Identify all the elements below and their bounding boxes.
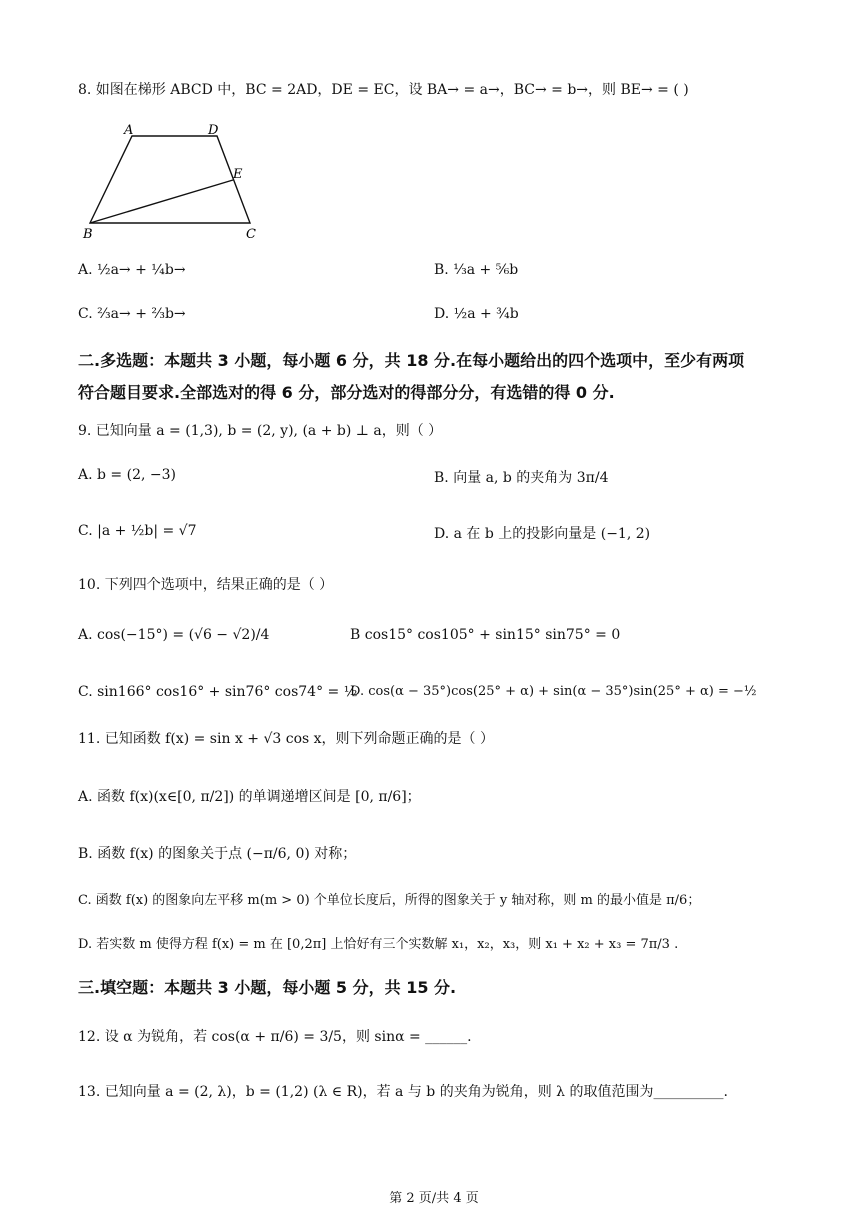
q13-stem: 13. 已知向量 a = (2, λ)，b = (1,2) (λ ∈ R)，若 a 与 b 的夹角为锐角，则 λ 的取值范围为__________. bbox=[78, 1084, 728, 1100]
label-a: A bbox=[124, 123, 134, 138]
trapezoid-abcd bbox=[90, 136, 250, 223]
q12-stem: 12. 设 α 为锐角，若 cos(α + π/6) = 3/5，则 sinα = ______. bbox=[78, 1029, 472, 1045]
q8-option-d[interactable]: D. ½a + ¾b bbox=[434, 306, 519, 322]
q8-stem: 8. 如图在梯形 ABCD 中，BC = 2AD，DE = EC，设 BA→ = a→，BC→ = b→，则 BE→ = ( ) bbox=[78, 82, 689, 98]
q10-option-b[interactable]: B cos15° cos105° + sin15° sin75° = 0 bbox=[350, 627, 621, 643]
q9-stem: 9. 已知向量 a = (1,3), b = (2, y), (a + b) ⊥ a，则（ ） bbox=[78, 423, 443, 439]
section2-heading-line2: 符合题目要求.全部选对的得 6 分，部分选对的得部分分，有选错的得 0 分. bbox=[78, 383, 615, 402]
q11-option-c[interactable]: C. 函数 f(x) 的图象向左平移 m(m > 0) 个单位长度后，所得的图象关于 y 轴对称，则 m 的最小值是 π/6； bbox=[78, 893, 701, 908]
q8-option-c[interactable]: C. ⅔a→ + ⅔b→ bbox=[78, 306, 186, 322]
q11-option-d[interactable]: D. 若实数 m 使得方程 f(x) = m 在 [0,2π] 上恰好有三个实数解 x₁，x₂，x₃，则 x₁ + x₂ + x₃ = 7π/3 . bbox=[78, 937, 679, 952]
q9-option-b[interactable]: B. 向量 a, b 的夹角为 3π/4 bbox=[434, 470, 609, 486]
q11-stem: 11. 已知函数 f(x) = sin x + √3 cos x，则下列命题正确的是（ ） bbox=[78, 731, 494, 747]
q10-option-a[interactable]: A. cos(−15°) = (√6 − √2)/4 bbox=[78, 627, 270, 643]
section2-heading-line1: 二.多选题：本题共 3 小题，每小题 6 分，共 18 分.在每小题给出的四个选项中，至少有两项 bbox=[78, 351, 745, 370]
q9-option-d[interactable]: D. a 在 b 上的投影向量是 (−1, 2) bbox=[434, 526, 651, 542]
segment-be bbox=[90, 180, 233, 223]
q9-option-c[interactable]: C. |a + ½b| = √7 bbox=[78, 523, 197, 539]
q10-option-c[interactable]: C. sin166° cos16° + sin76° cos74° = ½ bbox=[78, 684, 358, 700]
q11-option-b[interactable]: B. 函数 f(x) 的图象关于点 (−π/6, 0) 对称； bbox=[78, 846, 357, 862]
page-footer: 第 2 页/共 4 页 bbox=[389, 1191, 479, 1206]
label-d: D bbox=[208, 123, 219, 138]
q8-option-b[interactable]: B. ⅓a + ⅚b bbox=[434, 262, 519, 278]
label-e: E bbox=[233, 167, 243, 182]
q9-option-a[interactable]: A. b = (2, −3) bbox=[78, 467, 176, 483]
q8-option-a[interactable]: A. ½a→ + ¼b→ bbox=[78, 262, 186, 278]
q10-option-d[interactable]: D. cos(α − 35°)cos(25° + α) + sin(α − 35°)sin(25° + α) = −½ bbox=[350, 684, 757, 699]
q11-option-a[interactable]: A. 函数 f(x)(x∈[0, π/2]) 的单调递增区间是 [0, π/6]； bbox=[78, 789, 421, 805]
q10-stem: 10. 下列四个选项中，结果正确的是（ ） bbox=[78, 577, 334, 593]
section3-heading: 三.填空题：本题共 3 小题，每小题 5 分，共 15 分. bbox=[78, 978, 457, 997]
label-c: C bbox=[246, 227, 256, 242]
label-b: B bbox=[83, 227, 93, 242]
trapezoid-figure bbox=[80, 120, 270, 245]
